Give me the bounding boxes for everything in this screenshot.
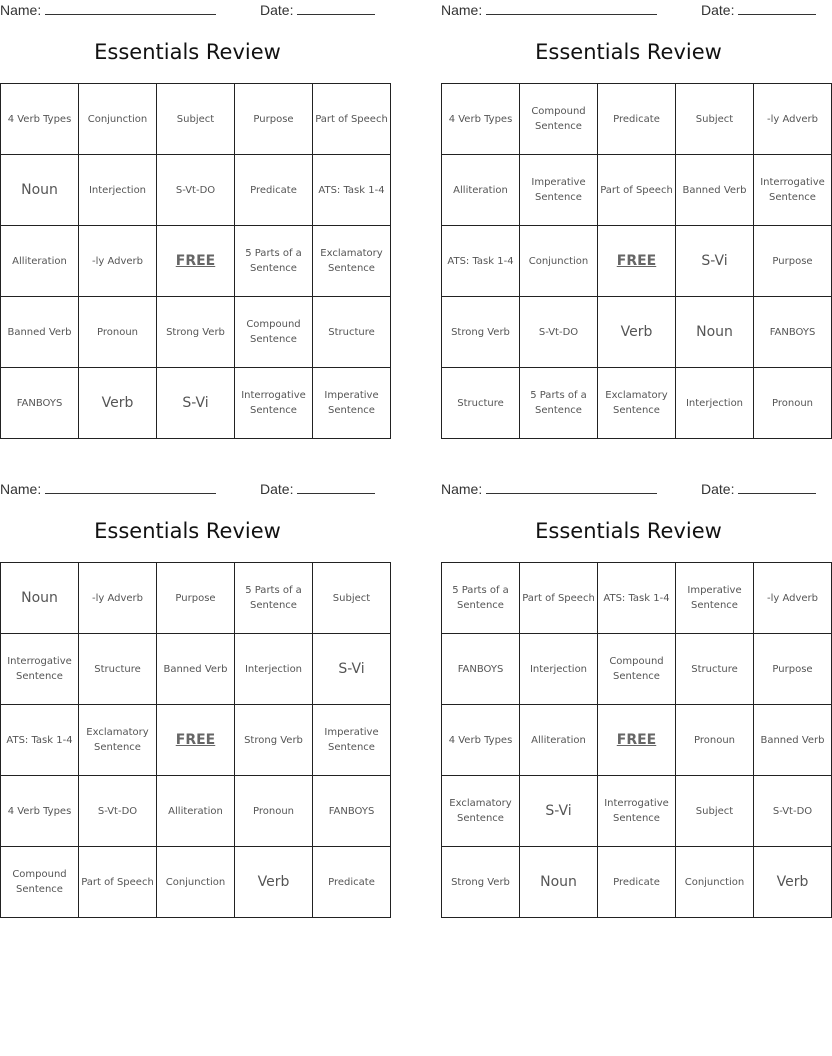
bingo-cell: Predicate xyxy=(598,847,676,918)
bingo-cell: Purpose xyxy=(235,84,313,155)
bingo-cell: S-Vi xyxy=(313,634,391,705)
date-line xyxy=(297,14,375,15)
bingo-cell: Noun xyxy=(1,563,79,634)
bingo-cell: FANBOYS xyxy=(313,776,391,847)
date-label: Date: xyxy=(701,481,735,497)
grid-row xyxy=(1,776,391,847)
date-label: Date: xyxy=(260,481,294,497)
bingo-cell: Predicate xyxy=(235,155,313,226)
bingo-cell: Predicate xyxy=(313,847,391,918)
date-label: Date: xyxy=(701,2,735,18)
bingo-cell: S-Vt-DO xyxy=(754,776,832,847)
bingo-cell: 4 Verb Types xyxy=(442,705,520,776)
bingo-cell: Interrogative Sentence xyxy=(1,634,79,705)
grid-row xyxy=(442,563,832,634)
bingo-cell: Interjection xyxy=(676,368,754,439)
bingo-cell: Subject xyxy=(157,84,235,155)
bingo-cell: ATS: Task 1-4 xyxy=(442,226,520,297)
grid-row xyxy=(1,368,391,439)
bingo-grid xyxy=(0,562,391,918)
bingo-cell: Pronoun xyxy=(676,705,754,776)
grid-row xyxy=(1,226,391,297)
bingo-cell: 5 Parts of a Sentence xyxy=(235,226,313,297)
card-title: Essentials Review xyxy=(94,519,281,543)
bingo-cell: Pronoun xyxy=(79,297,157,368)
bingo-cell: Subject xyxy=(676,776,754,847)
grid-row xyxy=(442,297,832,368)
name-line xyxy=(45,14,216,15)
bingo-cell: Verb xyxy=(235,847,313,918)
grid-row xyxy=(1,705,391,776)
bingo-cell: Part of Speech xyxy=(598,155,676,226)
header-fields xyxy=(0,479,375,501)
bingo-cell: Noun xyxy=(676,297,754,368)
bingo-cell: Banned Verb xyxy=(754,705,832,776)
bingo-cell: Interjection xyxy=(79,155,157,226)
bingo-cell: Interrogative Sentence xyxy=(235,368,313,439)
bingo-cell: S-Vi xyxy=(520,776,598,847)
bingo-cell: Structure xyxy=(676,634,754,705)
bingo-cell: Part of Speech xyxy=(520,563,598,634)
bingo-cell: Conjunction xyxy=(520,226,598,297)
bingo-cell: Noun xyxy=(520,847,598,918)
bingo-cell: Alliteration xyxy=(1,226,79,297)
bingo-cell: Banned Verb xyxy=(157,634,235,705)
date-label: Date: xyxy=(260,2,294,18)
bingo-cell: -ly Adverb xyxy=(754,84,832,155)
bingo-grid xyxy=(441,83,832,439)
bingo-cell: Verb xyxy=(79,368,157,439)
bingo-cell: ATS: Task 1-4 xyxy=(598,563,676,634)
grid-row xyxy=(442,155,832,226)
bingo-cell: Exclamatory Sentence xyxy=(598,368,676,439)
bingo-cell: 5 Parts of a Sentence xyxy=(442,563,520,634)
bingo-cell: 5 Parts of a Sentence xyxy=(235,563,313,634)
bingo-cell: 4 Verb Types xyxy=(1,84,79,155)
bingo-cell: Part of Speech xyxy=(79,847,157,918)
name-line xyxy=(486,493,657,494)
bingo-cell: Strong Verb xyxy=(442,297,520,368)
bingo-cell: Pronoun xyxy=(754,368,832,439)
bingo-cell: Alliteration xyxy=(157,776,235,847)
bingo-cell: Compound Sentence xyxy=(598,634,676,705)
bingo-cell: FREE xyxy=(598,705,676,776)
grid-row xyxy=(442,705,832,776)
bingo-cell: Banned Verb xyxy=(676,155,754,226)
bingo-cell: S-Vt-DO xyxy=(79,776,157,847)
bingo-grid xyxy=(441,562,832,918)
bingo-cell: FANBOYS xyxy=(1,368,79,439)
name-label: Name: xyxy=(0,481,42,497)
grid-row xyxy=(442,84,832,155)
name-label: Name: xyxy=(441,2,483,18)
bingo-cell: 4 Verb Types xyxy=(442,84,520,155)
bingo-cell: FREE xyxy=(157,226,235,297)
bingo-cell: Strong Verb xyxy=(235,705,313,776)
name-line xyxy=(45,493,216,494)
date-line xyxy=(738,14,816,15)
bingo-cell: Interrogative Sentence xyxy=(598,776,676,847)
bingo-cell: 5 Parts of a Sentence xyxy=(520,368,598,439)
bingo-cell: Imperative Sentence xyxy=(676,563,754,634)
bingo-cell: Purpose xyxy=(754,634,832,705)
grid-row xyxy=(1,155,391,226)
bingo-cell: FREE xyxy=(157,705,235,776)
bingo-cell: Strong Verb xyxy=(157,297,235,368)
date-line xyxy=(297,493,375,494)
bingo-cell: -ly Adverb xyxy=(79,226,157,297)
bingo-cell: Interjection xyxy=(235,634,313,705)
date-line xyxy=(738,493,816,494)
bingo-cell: Subject xyxy=(313,563,391,634)
header-fields xyxy=(441,479,816,501)
date-field xyxy=(701,2,816,18)
bingo-cell: -ly Adverb xyxy=(754,563,832,634)
bingo-cell: Part of Speech xyxy=(313,84,391,155)
bingo-cell: Alliteration xyxy=(442,155,520,226)
bingo-cell: Verb xyxy=(598,297,676,368)
grid-row xyxy=(442,226,832,297)
bingo-cell: Exclamatory Sentence xyxy=(442,776,520,847)
bingo-cell: Noun xyxy=(1,155,79,226)
bingo-cell: 4 Verb Types xyxy=(1,776,79,847)
bingo-cell: Subject xyxy=(676,84,754,155)
card-title: Essentials Review xyxy=(535,519,722,543)
bingo-cell: ATS: Task 1-4 xyxy=(1,705,79,776)
header-fields xyxy=(0,0,375,22)
name-label: Name: xyxy=(441,481,483,497)
grid-row xyxy=(442,634,832,705)
bingo-cell: S-Vi xyxy=(676,226,754,297)
bingo-cell: Purpose xyxy=(754,226,832,297)
grid-row xyxy=(1,297,391,368)
grid-row xyxy=(1,563,391,634)
header-fields xyxy=(441,0,816,22)
bingo-cell: Exclamatory Sentence xyxy=(313,226,391,297)
bingo-grid xyxy=(0,83,391,439)
bingo-cell: FANBOYS xyxy=(754,297,832,368)
date-field xyxy=(260,2,375,18)
bingo-cell: Structure xyxy=(442,368,520,439)
bingo-cell: Verb xyxy=(754,847,832,918)
bingo-cell: Interjection xyxy=(520,634,598,705)
bingo-cell: Strong Verb xyxy=(442,847,520,918)
bingo-cell: Exclamatory Sentence xyxy=(79,705,157,776)
name-field xyxy=(0,481,216,497)
grid-row xyxy=(1,84,391,155)
name-field xyxy=(441,481,657,497)
grid-row xyxy=(442,776,832,847)
bingo-cell: Conjunction xyxy=(79,84,157,155)
grid-row xyxy=(1,847,391,918)
bingo-cell: Compound Sentence xyxy=(235,297,313,368)
bingo-cell: Conjunction xyxy=(157,847,235,918)
grid-row xyxy=(1,634,391,705)
bingo-cell: Imperative Sentence xyxy=(313,705,391,776)
date-field xyxy=(260,481,375,497)
card-title: Essentials Review xyxy=(94,40,281,64)
bingo-cell: Compound Sentence xyxy=(520,84,598,155)
name-field xyxy=(441,2,657,18)
bingo-cell: Imperative Sentence xyxy=(313,368,391,439)
bingo-cell: Structure xyxy=(313,297,391,368)
bingo-cell: FANBOYS xyxy=(442,634,520,705)
name-line xyxy=(486,14,657,15)
name-field xyxy=(0,2,216,18)
bingo-cell: Alliteration xyxy=(520,705,598,776)
grid-row xyxy=(442,368,832,439)
bingo-cell: Interrogative Sentence xyxy=(754,155,832,226)
bingo-cell: FREE xyxy=(598,226,676,297)
bingo-cell: Banned Verb xyxy=(1,297,79,368)
bingo-cell: S-Vi xyxy=(157,368,235,439)
grid-row xyxy=(442,847,832,918)
bingo-cell: Pronoun xyxy=(235,776,313,847)
date-field xyxy=(701,481,816,497)
bingo-cell: -ly Adverb xyxy=(79,563,157,634)
bingo-cell: S-Vt-DO xyxy=(520,297,598,368)
name-label: Name: xyxy=(0,2,42,18)
bingo-cell: ATS: Task 1-4 xyxy=(313,155,391,226)
bingo-cell: Predicate xyxy=(598,84,676,155)
bingo-cell: Compound Sentence xyxy=(1,847,79,918)
bingo-cell: S-Vt-DO xyxy=(157,155,235,226)
bingo-cell: Purpose xyxy=(157,563,235,634)
bingo-cell: Imperative Sentence xyxy=(520,155,598,226)
card-title: Essentials Review xyxy=(535,40,722,64)
bingo-cell: Conjunction xyxy=(676,847,754,918)
bingo-cell: Structure xyxy=(79,634,157,705)
